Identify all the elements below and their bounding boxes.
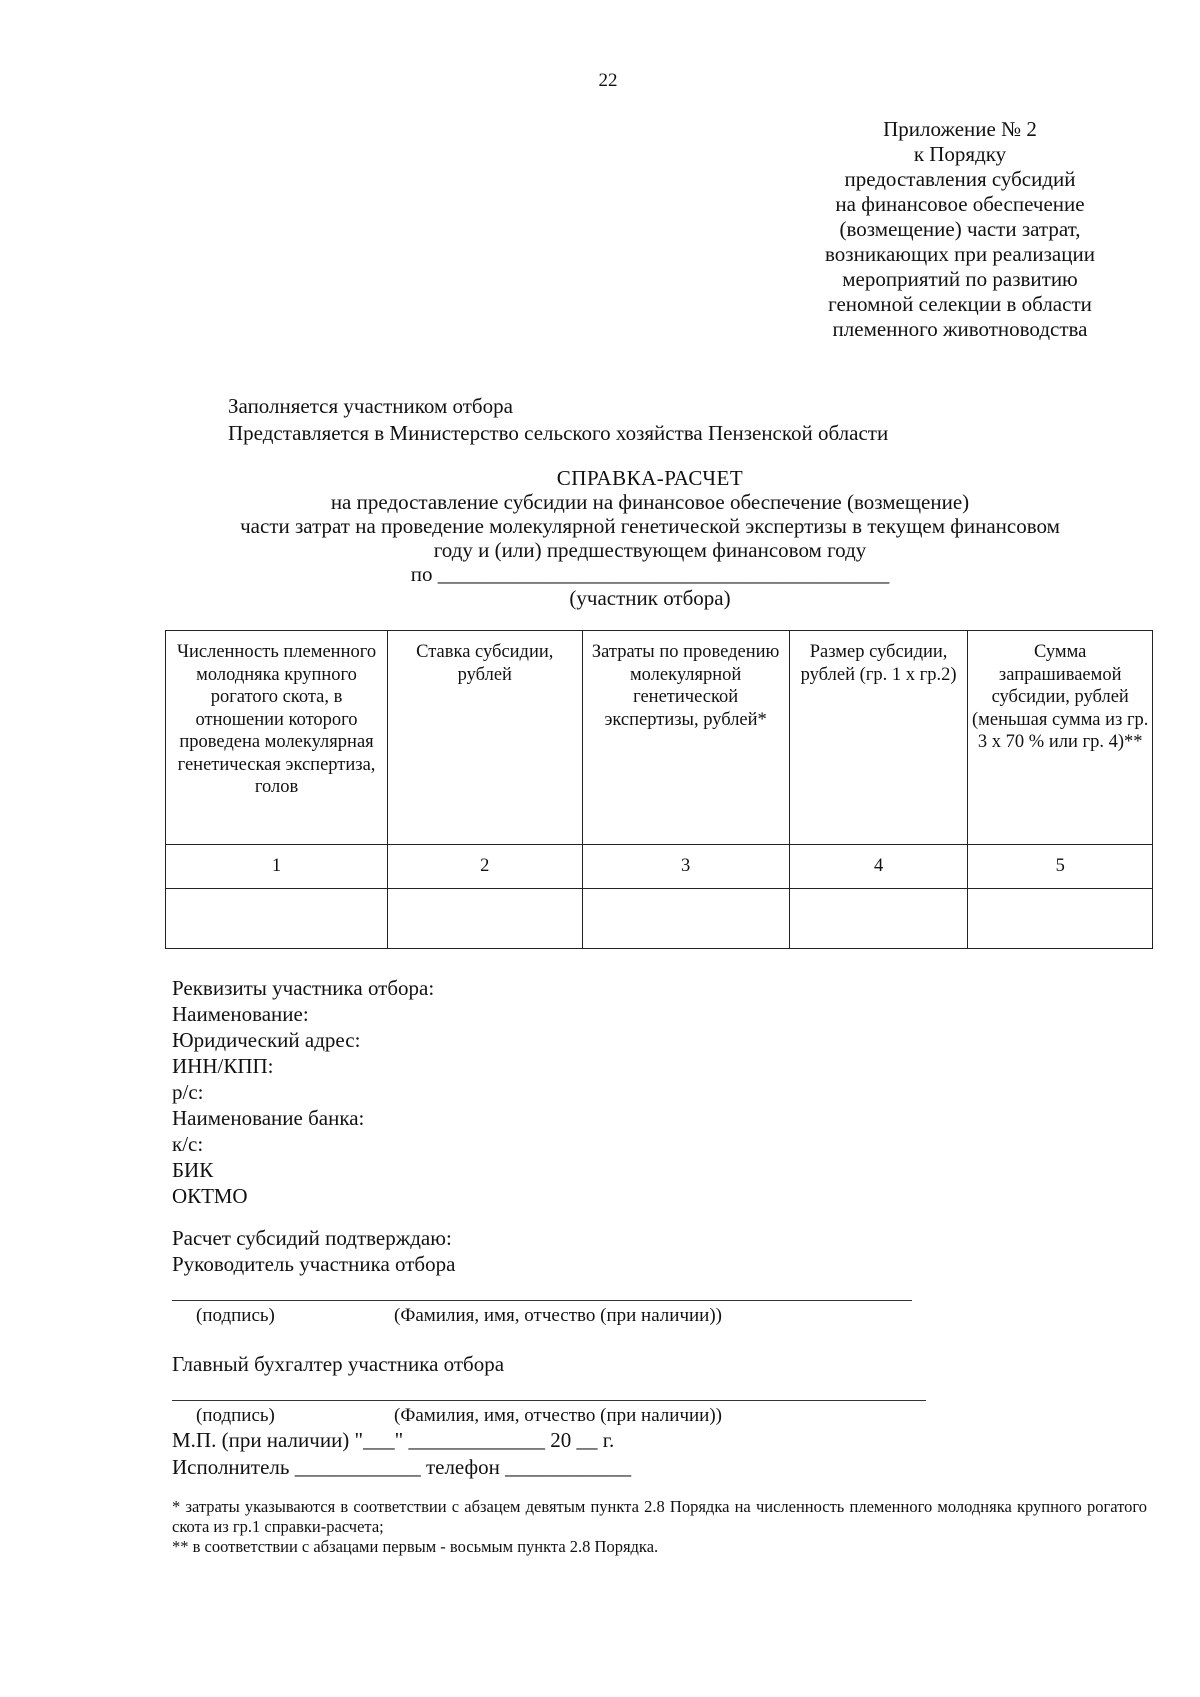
fill-note-line: Заполняется участником отбора xyxy=(228,394,513,418)
footnote: * затраты указываются в соответствии с абзацем девятым пункта 2.8 Порядка на численность племенного молодняка крупного рогатого скота из гр.1 справки-расчета; xyxy=(172,1497,1147,1536)
document-heading xyxy=(150,466,1150,610)
details-field: Юридический адрес: xyxy=(172,1028,361,1052)
confirmation-block xyxy=(172,1225,455,1277)
column-header: Сумма запрашиваемой субсидии, рублей (меньшая сумма из гр. 3 х 70 % или гр. 4)** xyxy=(968,631,1153,845)
column-header: Размер субсидии, рублей (гр. 1 х гр.2) xyxy=(789,631,968,845)
table-row xyxy=(166,889,1153,949)
appendix-line: возникающих при реализации xyxy=(825,242,1095,266)
table-cell xyxy=(582,889,789,949)
footnote: ** в соответствии с абзацами первым - восьмым пункта 2.8 Порядка. xyxy=(172,1537,659,1556)
appendix-block xyxy=(790,117,1130,342)
column-number: 5 xyxy=(968,845,1153,889)
confirmation-line: Расчет субсидий подтверждаю: xyxy=(172,1226,452,1250)
table-cell xyxy=(789,889,968,949)
details-field: к/с: xyxy=(172,1132,204,1156)
head-label: Руководитель участника отбора xyxy=(172,1252,456,1276)
table-cell xyxy=(166,889,388,949)
details-field: р/с: xyxy=(172,1080,204,1104)
table-header-row xyxy=(166,631,1153,845)
heading-line: части затрат на проведение молекулярной генетической экспертизы в текущем финансовом xyxy=(240,514,1060,538)
participant-details xyxy=(172,975,434,1209)
calculation-table xyxy=(165,630,1153,949)
column-header: Численность племенного молодняка крупного рогатого скота, в отношении которого проведена молекулярная генетическая экспертиза, голов xyxy=(166,631,388,845)
accountant-signature-rule xyxy=(172,1400,926,1401)
column-number: 4 xyxy=(789,845,968,889)
page-number: 22 xyxy=(598,70,618,91)
calculation-table-wrap xyxy=(165,630,1153,949)
head-signature-rule xyxy=(172,1300,912,1301)
appendix-line: на финансовое обеспечение xyxy=(835,192,1085,216)
column-header: Ставка субсидии, рублей xyxy=(388,631,582,845)
details-field: ИНН/КПП: xyxy=(172,1054,274,1078)
table-cell xyxy=(388,889,582,949)
details-field: ОКТМО xyxy=(172,1184,248,1208)
details-field: Наименование банка: xyxy=(172,1106,365,1130)
appendix-line: Приложение № 2 xyxy=(883,117,1037,141)
heading-line: году и (или) предшествующем финансовом году xyxy=(433,538,867,562)
fill-note xyxy=(228,393,888,447)
details-field: Наименование: xyxy=(172,1002,309,1026)
participant-line: по ___________________________________________ xyxy=(410,562,890,586)
stamp-line: М.П. (при наличии) "___" _____________ 20 __ г. xyxy=(172,1428,615,1452)
footnotes xyxy=(172,1497,1147,1557)
details-field: БИК xyxy=(172,1158,214,1182)
accountant-signature-caption: (подпись) xyxy=(196,1405,275,1426)
column-number: 3 xyxy=(582,845,789,889)
head-name-caption: (Фамилия, имя, отчество (при наличии)) xyxy=(394,1305,723,1326)
heading-line: на предоставление субсидии на финансовое обеспечение (возмещение) xyxy=(330,490,970,514)
head-signature-caption: (подпись) xyxy=(196,1305,275,1326)
column-number-row xyxy=(166,845,1153,889)
column-header: Затраты по проведению молекулярной генетической экспертизы, рублей* xyxy=(582,631,789,845)
table-cell xyxy=(968,889,1153,949)
accountant-name-caption: (Фамилия, имя, отчество (при наличии)) xyxy=(394,1405,723,1426)
appendix-line: племенного животноводства xyxy=(832,317,1088,341)
appendix-line: предоставления субсидий xyxy=(844,167,1076,191)
appendix-line: мероприятий по развитию xyxy=(842,267,1078,291)
appendix-line: геномной селекции в области xyxy=(828,292,1092,316)
appendix-line: к Порядку xyxy=(913,142,1007,166)
column-number: 1 xyxy=(166,845,388,889)
details-title: Реквизиты участника отбора: xyxy=(172,976,435,1000)
executor-line: Исполнитель ____________ телефон ____________ xyxy=(172,1455,632,1479)
participant-caption: (участник отбора) xyxy=(569,586,731,610)
column-number: 2 xyxy=(388,845,582,889)
accountant-label: Главный бухгалтер участника отбора xyxy=(172,1352,505,1376)
appendix-line: (возмещение) части затрат, xyxy=(839,217,1081,241)
document-title: СПРАВКА-РАСЧЕТ xyxy=(556,466,744,490)
submit-note-line: Представляется в Министерство сельского хозяйства Пензенской области xyxy=(228,421,889,445)
